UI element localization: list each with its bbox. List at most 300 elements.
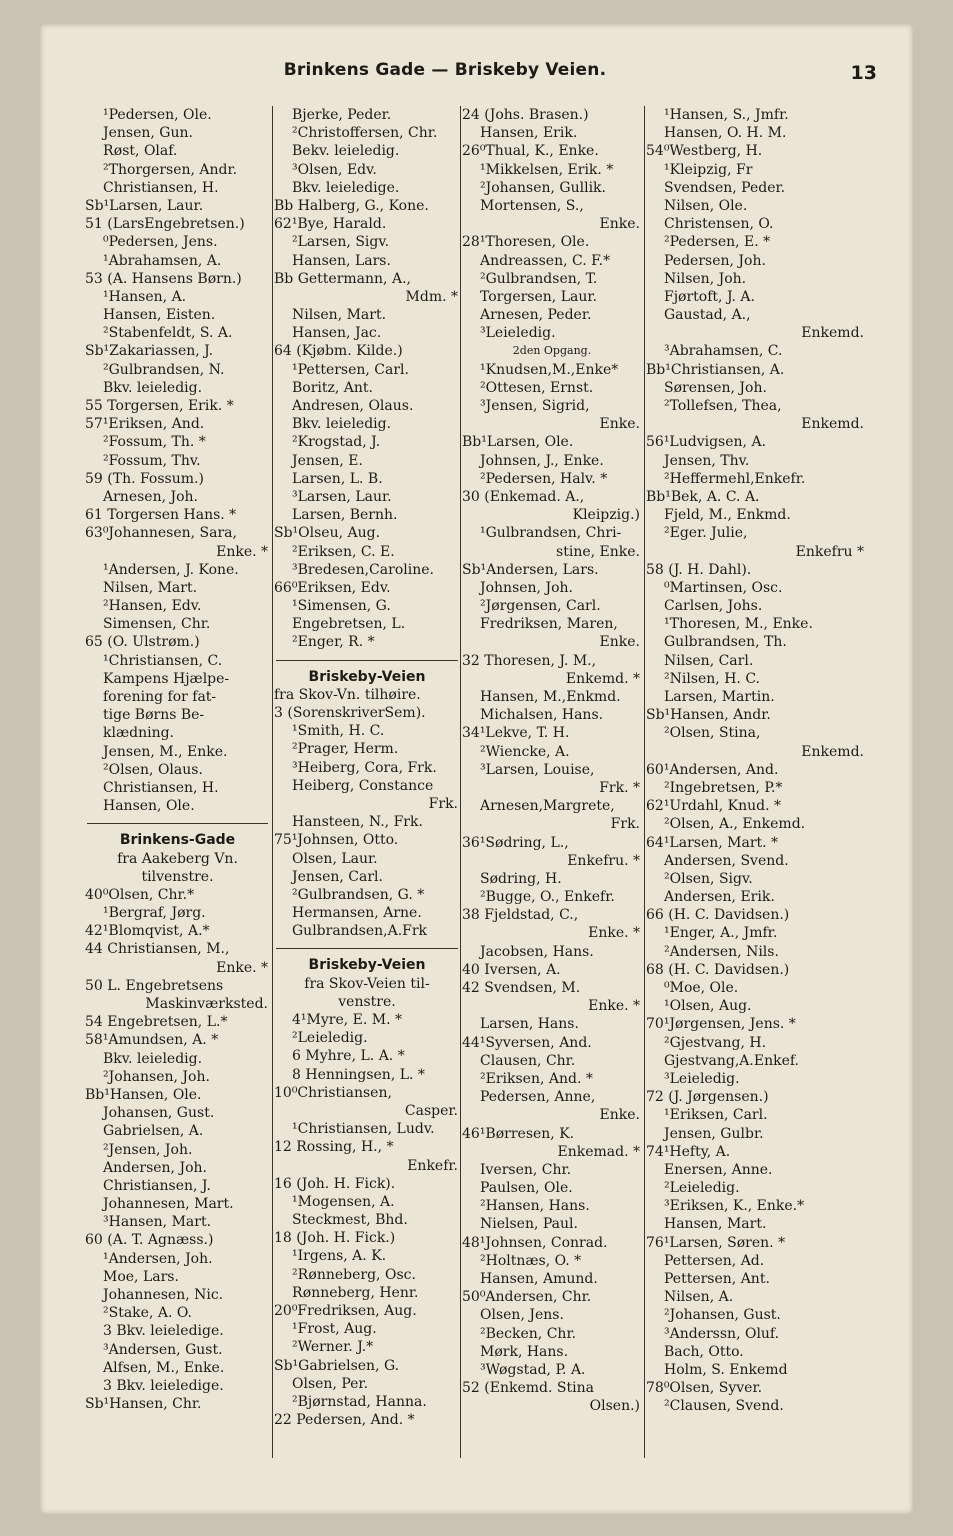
directory-entry: 24 (Johs. Brasen.) [462, 107, 589, 123]
directory-entry: ³Jensen, Sigrid, [480, 398, 590, 414]
directory-entry: Bekv. leieledig. [292, 143, 400, 160]
directory-entry: ²Fossum, Th. * [103, 434, 206, 451]
directory-entry: ²Becken, Chr. [480, 1325, 577, 1342]
directory-entry: Enkemd. [801, 743, 864, 760]
directory-entry: 48¹Johnsen, Conrad. [462, 1234, 608, 1251]
directory-entry: ¹Kleipzig, Fr [664, 161, 753, 178]
directory-entry: ²Wiencke, A. [480, 743, 570, 760]
directory-entry: 22 Pedersen, And. * [274, 1412, 415, 1429]
directory-entry: Enke. * [216, 543, 268, 560]
directory-entry: ²Eriksen, And. * [480, 1070, 593, 1087]
directory-entry: ¹Andersen, Joh. [103, 1250, 213, 1267]
directory-entry: 3 Bkv. leieledige. [103, 1377, 224, 1394]
directory-entry: 52 (Enkemd. Stina [462, 1380, 594, 1397]
directory-entry: 10⁰Christiansen, [274, 1084, 392, 1101]
directory-entry: ²Olsen, A., Enkemd. [664, 816, 806, 833]
directory-entry: 4¹Myre, E. M. * [292, 1012, 402, 1028]
directory-entry: Bjerke, Peder. [292, 107, 392, 123]
directory-entry: ¹Mogensen, A. [292, 1193, 395, 1210]
directory-entry: ¹Gulbrandsen, Chri- [480, 525, 622, 542]
directory-entry: Gaustad, A., [664, 307, 751, 324]
directory-entry: ¹Christiansen, Ludv. [292, 1121, 435, 1138]
directory-entry: Bb Gettermann, A., [274, 270, 411, 287]
directory-entry: Enkefru * [795, 543, 864, 560]
directory-entry: Jensen, M., Enke. [103, 743, 228, 760]
directory-entry: Maskinværksted. [145, 996, 268, 1012]
directory-entry: Nielsen, Paul. [480, 1216, 578, 1233]
directory-entry: Hansen, Lars. [292, 252, 391, 269]
column-rule [644, 106, 645, 1458]
directory-entry: 58¹Amundsen, A. * [85, 1032, 219, 1049]
directory-entry: Jensen, E. [292, 452, 363, 469]
directory-entry: Alfsen, M., Enke. [103, 1359, 225, 1376]
directory-entry: 30 (Enkemad. A., [462, 488, 585, 505]
directory-entry: ²Fossum, Thv. [103, 452, 201, 469]
directory-entry: Enkefru. * [567, 852, 640, 869]
directory-entry: Sb¹Hansen, Andr. [646, 707, 771, 724]
directory-entry: Larsen, L. B. [292, 470, 383, 487]
directory-entry: Hansteen, N., Frk. [292, 814, 423, 831]
directory-entry: 62¹Bye, Harald. [274, 216, 387, 233]
directory-entry: Bkv. leieledig. [103, 379, 203, 396]
directory-entry: Christiansen, J. [103, 1177, 211, 1194]
section-heading: Briskeby-Veien [308, 957, 426, 974]
directory-entry: ²Thorgersen, Andr. [103, 161, 238, 178]
directory-entry: 20⁰Fredriksen, Aug. [274, 1303, 417, 1319]
directory-entry: Nilsen, Ole. [664, 197, 748, 214]
section-divider [276, 948, 458, 949]
directory-entry: ⁰Martinsen, Osc. [664, 579, 783, 596]
directory-entry: ²Larsen, Sigv. [292, 234, 390, 251]
directory-entry: ¹Mikkelsen, Erik. * [480, 161, 614, 178]
directory-entry: Michalsen, Hans. [480, 707, 604, 724]
directory-entry: ²Stabenfeldt, S. A. [103, 325, 233, 342]
directory-entry: Johannesen, Mart. [103, 1196, 234, 1213]
directory-entry: Bkv. leieledig. [103, 1050, 203, 1067]
directory-entry: ³Larsen, Laur. [292, 488, 392, 505]
directory-entry: ²Tollefsen, Thea, [664, 398, 782, 414]
directory-entry: Nilsen, Mart. [292, 307, 387, 324]
directory-entry: Casper. [404, 1102, 458, 1119]
directory-entry: Røst, Olaf. [103, 143, 178, 160]
directory-entry: ²Rønneberg, Osc. [292, 1266, 416, 1283]
section-divider [87, 823, 268, 824]
directory-entry: ⁰Moe, Ole. [664, 980, 739, 996]
directory-entry: Olsen, Jens. [480, 1307, 564, 1324]
directory-entry: Carlsen, Johs. [664, 598, 763, 615]
directory-entry: ³Hansen, Mart. [103, 1214, 212, 1231]
directory-entry: Jensen, Gun. [103, 125, 193, 142]
directory-entry: Nilsen, Joh. [664, 270, 747, 287]
directory-entry: Kampens Hjælpe- [103, 670, 230, 687]
directory-entry: 74¹Hefty, A. [646, 1143, 731, 1160]
directory-entry: ²Krogstad, J. [292, 434, 381, 451]
directory-entry: 8 Henningsen, L. * [292, 1066, 425, 1083]
directory-entry: ¹Smith, H. C. [292, 723, 385, 740]
section-heading: Brinkens-Gade [119, 832, 236, 849]
directory-entry: Bb¹Hansen, Ole. [85, 1086, 202, 1103]
directory-entry: Pettersen, Ant. [664, 1271, 770, 1287]
directory-entry: ²Nilsen, H. C. [664, 670, 760, 687]
directory-entry: Enke. * [588, 925, 640, 942]
directory-entry: Enke. [599, 416, 640, 433]
directory-entry: 65 (O. Ulstrøm.) [85, 634, 200, 651]
directory-entry: Arnesen, Peder. [480, 307, 592, 324]
directory-entry: ²Johansen, Gullik. [480, 179, 606, 196]
directory-entry: ⁰Pedersen, Jens. [103, 234, 218, 251]
directory-entry: Fjeld, M., Enkmd. [664, 507, 791, 524]
directory-entry: Andresen, Olaus. [292, 398, 414, 414]
column-2 [274, 106, 460, 1501]
directory-entry: Frk. [610, 816, 640, 833]
directory-entry: ²Leieledig. [292, 1030, 368, 1047]
directory-entry: ³Eriksen, K., Enke.* [664, 1198, 805, 1215]
directory-entry: ¹Simensen, G. [292, 598, 391, 615]
directory-entry: fra Skov-Veien til- [304, 975, 430, 992]
column-1 [85, 106, 270, 1501]
directory-entry: 57¹Eriksen, And. [85, 416, 205, 433]
directory-entry: 54⁰Westberg, H. [646, 143, 763, 160]
directory-entry: 56¹Ludvigsen, A. [646, 434, 766, 451]
directory-entry: 40⁰Olsen, Chr.* [85, 886, 195, 903]
directory-entry: Hansen, Mart. [664, 1216, 767, 1233]
directory-entry: Larsen, Bernh. [292, 507, 398, 524]
directory-entry: Bb¹Bek, A. C. A. [646, 488, 760, 505]
directory-entry: ¹Frost, Aug. [292, 1321, 377, 1338]
directory-entry: Engebretsen, L. [292, 616, 406, 633]
directory-entry: 36¹Sødring, L., [462, 834, 569, 851]
directory-entry: Hansen, Jac. [292, 325, 382, 342]
directory-entry: Bb Halberg, G., Kone. [274, 197, 429, 214]
directory-entry: ¹Abrahamsen, A. [103, 252, 222, 269]
directory-entry: ²Eger. Julie, [664, 525, 748, 542]
directory-entry: Andreassen, C. F.* [480, 252, 611, 269]
directory-entry: Simensen, Chr. [103, 616, 211, 633]
directory-entry: ²Andersen, Nils. [664, 943, 779, 960]
directory-entry: ²Stake, A. O. [103, 1305, 192, 1322]
directory-entry: 50 L. Engebretsens [85, 977, 224, 994]
directory-entry: ¹Knudsen,M.,Enke* [480, 361, 619, 378]
directory-entry: Heiberg, Constance [292, 777, 434, 794]
directory-entry: Gulbrandsen,A.Frk [292, 923, 428, 940]
directory-entry: Fredriksen, Maren, [480, 616, 618, 633]
directory-entry: ²Ingebretsen, P.* [664, 779, 783, 796]
directory-entry: Torgersen, Laur. [480, 288, 597, 305]
directory-entry: Pedersen, Anne, [480, 1089, 596, 1106]
directory-entry: Hermansen, Arne. [292, 905, 422, 922]
directory-entry: 64 (Kjøbm. Kilde.) [274, 343, 403, 360]
directory-entry: ¹Pettersen, Carl. [292, 361, 409, 378]
directory-entry: Svendsen, Peder. [664, 179, 786, 196]
directory-entry: ²Gjestvang, H. [664, 1034, 767, 1051]
directory-entry: Olsen, Laur. [292, 850, 378, 867]
directory-entry: Enke. [599, 634, 640, 651]
directory-entry: Sb¹Olseu, Aug. [274, 525, 381, 542]
directory-entry: Bkv. leieledige. [292, 179, 400, 196]
directory-entry: Jensen, Carl. [292, 868, 383, 885]
directory-entry: ¹Andersen, J. Kone. [103, 561, 239, 578]
directory-entry: Arnesen,Margrete, [480, 798, 615, 815]
directory-entry: Bb¹Larsen, Ole. [462, 434, 574, 451]
directory-entry: ³Leieledig. [480, 325, 556, 342]
directory-entry: Enkemd. * [565, 670, 640, 687]
directory-entry: Iversen, Chr. [480, 1161, 572, 1178]
directory-entry: fra Skov-Vn. tilhøire. [274, 686, 421, 703]
directory-entry: 51 (LarsEngebretsen.) [85, 216, 245, 233]
directory-entry: fra Aakeberg Vn. [117, 850, 238, 867]
directory-entry: 44¹Syversen, And. [462, 1034, 592, 1051]
directory-entry: ²Johansen, Gust. [664, 1307, 781, 1324]
directory-entry: Kleipzig.) [572, 507, 640, 524]
section-divider [276, 660, 458, 661]
directory-entry: Sb¹Larsen, Laur. [85, 197, 204, 214]
column-rule [272, 106, 273, 1458]
directory-entry: ²Clausen, Svend. [664, 1398, 784, 1415]
directory-entry: 63⁰Johannesen, Sara, [85, 525, 237, 542]
directory-entry: Enke. * [588, 998, 640, 1015]
directory-entry: Frk. * [599, 779, 640, 796]
directory-entry: ²Jensen, Joh. [103, 1141, 193, 1158]
directory-entry: Sb¹Andersen, Lars. [462, 561, 599, 578]
directory-entry: 42 Svendsen, M. [462, 980, 581, 996]
directory-entry: ²Jørgensen, Carl. [480, 598, 601, 615]
directory-entry: 60¹Andersen, And. [646, 761, 779, 778]
directory-entry: ¹Enger, A., Jmfr. [664, 925, 778, 942]
directory-entry: Sb¹Zakariassen, J. [85, 343, 214, 360]
directory-entry: Bkv. leieledig. [292, 416, 392, 433]
directory-entry: ²Prager, Herm. [292, 741, 399, 758]
directory-entry: 68 (H. C. Davidsen.) [646, 961, 790, 978]
directory-entry: 53 (A. Hansens Børn.) [85, 270, 242, 287]
directory-entry: ²Gulbrandsen, T. [480, 270, 598, 287]
directory-entry: 54 Engebretsen, L.* [85, 1014, 228, 1031]
directory-entry: Andersen, Svend. [664, 852, 789, 869]
directory-entry: 70¹Jørgensen, Jens. * [646, 1016, 796, 1033]
directory-entry: ³Larsen, Louise, [480, 761, 595, 778]
directory-entry: Sørensen, Joh. [664, 379, 767, 396]
column-4 [646, 106, 866, 1501]
directory-entry: ²Werner. J.* [292, 1339, 374, 1356]
directory-entry: ¹Hansen, S., Jmfr. [664, 107, 789, 123]
directory-entry: Holm, S. Enkemd [664, 1361, 788, 1378]
directory-entry: Moe, Lars. [103, 1268, 179, 1285]
directory-entry: Nilsen, Carl. [664, 652, 754, 669]
directory-entry: Gjestvang,A.Enkef. [664, 1052, 800, 1069]
directory-entry: Johannesen, Nic. [103, 1287, 224, 1303]
directory-entry: Frk. [428, 795, 458, 812]
directory-entry: 6 Myhre, L. A. * [292, 1048, 405, 1065]
directory-entry: ¹Pedersen, Ole. [103, 107, 212, 123]
directory-entry: Christiansen, H. [103, 779, 219, 796]
directory-entry: 76¹Larsen, Søren. * [646, 1234, 786, 1251]
directory-entry: 75¹Johnsen, Otto. [274, 832, 399, 849]
directory-entry: Fjørtoft, J. A. [664, 288, 755, 305]
directory-entry: ¹Eriksen, Carl. [664, 1107, 768, 1124]
directory-entry: venstre. [338, 993, 396, 1010]
directory-entry: 2den Opgang. [512, 344, 592, 358]
directory-entry: Sb¹Gabrielsen, G. [274, 1357, 400, 1374]
directory-entry: 61 Torgersen Hans. * [85, 507, 237, 524]
directory-entry: ²Ottesen, Ernst. [480, 379, 594, 396]
directory-entry: Olsen, Per. [292, 1375, 369, 1392]
directory-entry: Bb¹Christiansen, A. [646, 361, 785, 378]
directory-entry: 64¹Larsen, Mart. * [646, 834, 779, 851]
directory-entry: ²Hansen, Hans. [480, 1198, 590, 1215]
directory-entry: 46¹Børresen, K. [462, 1125, 575, 1142]
directory-entry: Andersen, Erik. [664, 889, 775, 906]
directory-entry: Nilsen, A. [664, 1289, 734, 1306]
directory-entry: Hansen, Eisten. [103, 307, 216, 324]
column-rule [460, 106, 461, 1458]
directory-entry: Paulsen, Ole. [480, 1180, 573, 1197]
directory-entry: Enke. [599, 1107, 640, 1124]
directory-entry: ²Gulbrandsen, G. * [292, 886, 425, 903]
directory-entry: 42¹Blomqvist, A.* [85, 923, 210, 940]
directory-entry: ³Heiberg, Cora, Frk. [292, 759, 437, 776]
directory-entry: ²Hansen, Edv. [103, 598, 202, 615]
directory-entry: Boritz, Ant. [292, 379, 373, 396]
directory-entry: 3 Bkv. leieledige. [103, 1323, 224, 1340]
directory-entry: Johansen, Gust. [103, 1105, 215, 1122]
directory-entry: ³Olsen, Edv. [292, 161, 377, 178]
directory-entry: ¹Olsen, Aug. [664, 998, 752, 1015]
directory-entry: stine, Enke. [556, 543, 640, 560]
directory-entry: 16 (Joh. H. Fick). [274, 1175, 396, 1192]
directory-entry: Enke. [599, 216, 640, 233]
directory-entry: 72 (J. Jørgensen.) [646, 1089, 769, 1106]
directory-entry: ²Heffermehl,Enkefr. [664, 470, 806, 487]
directory-entry: ³Leieledig. [664, 1070, 740, 1087]
directory-entry: Pettersen, Ad. [664, 1252, 765, 1269]
directory-entry: Mørk, Hans. [480, 1343, 569, 1360]
directory-entry: ²Pedersen, Halv. * [480, 470, 608, 487]
directory-entry: ²Bugge, O., Enkefr. [480, 889, 615, 906]
directory-entry: Enkemad. * [557, 1143, 640, 1160]
directory-entry: 60 (A. T. Agnæss.) [85, 1232, 214, 1249]
directory-entry: Christiansen, H. [103, 179, 219, 196]
directory-entry: tige Børns Be- [103, 707, 205, 724]
directory-entry: ³Andersen, Gust. [103, 1341, 223, 1358]
directory-entry: ²Pedersen, E. * [664, 234, 771, 251]
column-3 [462, 106, 642, 1501]
page-number: 13 [850, 62, 877, 84]
directory-entry: ³Bredesen,Caroline. [292, 561, 434, 578]
directory-entry: Pedersen, Joh. [664, 252, 766, 269]
directory-entry: Mdm. * [405, 288, 458, 305]
directory-entry: Hansen, M.,Enkmd. [480, 689, 621, 705]
directory-entry: Sb¹Hansen, Chr. [85, 1396, 202, 1413]
directory-entry: 66 (H. C. Davidsen.) [646, 907, 790, 924]
directory-entry: Hansen, Erik. [480, 125, 578, 142]
directory-entry: ²Olsen, Stina, [664, 725, 761, 742]
directory-entry: Gulbrandsen, Th. [664, 634, 787, 651]
directory-entry: 26⁰Thual, K., Enke. [462, 143, 599, 160]
directory-entry: forening for fat- [103, 689, 217, 705]
directory-entry: Enke. * [216, 959, 268, 976]
directory-entry: 50⁰Andersen, Chr. [462, 1289, 592, 1306]
directory-entry: ¹Christiansen, C. [103, 652, 223, 669]
directory-entry: Enersen, Anne. [664, 1161, 773, 1178]
directory-entry: 78⁰Olsen, Syver. [646, 1380, 763, 1397]
directory-entry: Olsen.) [589, 1398, 640, 1415]
directory-entry: 28¹Thoresen, Ole. [462, 234, 590, 251]
directory-entry: ²Enger, R. * [292, 634, 375, 651]
directory-entry: Johnsen, J., Enke. [480, 452, 604, 469]
directory-page [40, 24, 913, 1514]
directory-entry: 12 Rossing, H., * [274, 1139, 394, 1156]
directory-entry: Gabrielsen, A. [103, 1123, 204, 1140]
directory-entry: ¹Irgens, A. K. [292, 1248, 387, 1265]
directory-entry: 62¹Urdahl, Knud. * [646, 798, 781, 815]
directory-entry: Steckmest, Bhd. [292, 1212, 408, 1229]
directory-entry: 44 Christiansen, M., [85, 941, 230, 958]
page-header [40, 60, 913, 88]
directory-entry: Larsen, Martin. [664, 689, 775, 705]
directory-entry: Arnesen, Joh. [103, 488, 198, 505]
directory-entry: Larsen, Hans. [480, 1016, 579, 1033]
directory-entry: Mortensen, S., [480, 197, 584, 214]
directory-entry: Bach, Otto. [664, 1343, 744, 1360]
directory-entry: Enkemd. [801, 416, 864, 433]
directory-entry: Enkefr. [407, 1157, 458, 1174]
directory-entry: ³Wøgstad, P. A. [480, 1361, 586, 1378]
directory-entry: 34¹Lekve, T. H. [462, 725, 570, 742]
directory-entry: klædning. [103, 725, 175, 742]
directory-entry: Rønneberg, Henr. [292, 1284, 419, 1301]
page-title: Brinkens Gade — Briskeby Veien. [283, 60, 607, 80]
directory-entry: Clausen, Chr. [480, 1052, 576, 1069]
directory-entry: tilvenstre. [141, 868, 214, 885]
directory-entry: 58 (J. H. Dahl). [646, 561, 752, 578]
directory-entry: ²Eriksen, C. E. [292, 543, 395, 560]
directory-entry: ¹Bergraf, Jørg. [103, 905, 206, 922]
directory-entry: Nilsen, Mart. [103, 579, 198, 596]
directory-entry: ²Bjørnstad, Hanna. [292, 1393, 427, 1410]
directory-entry: ²Olsen, Olaus. [103, 761, 203, 778]
directory-entry: Enkemd. [801, 325, 864, 342]
directory-entry: ¹Hansen, A. [103, 288, 187, 305]
directory-entry: Hansen, Ole. [103, 798, 195, 815]
section-heading: Briskeby-Veien [308, 668, 426, 685]
directory-entry: 3 (SorenskriverSem). [274, 705, 426, 721]
directory-entry: Jensen, Gulbr. [664, 1125, 764, 1142]
directory-entry: 59 (Th. Fossum.) [85, 470, 204, 487]
directory-entry: Andersen, Joh. [103, 1159, 207, 1176]
directory-entry: Johnsen, Joh. [480, 579, 573, 596]
directory-entry: 55 Torgersen, Erik. * [85, 398, 234, 414]
directory-entry: Jacobsen, Hans. [480, 943, 594, 960]
directory-entry: 18 (Joh. H. Fick.) [274, 1230, 396, 1247]
directory-entry: 66⁰Eriksen, Edv. [274, 579, 391, 596]
directory-entry: ²Johansen, Joh. [103, 1068, 210, 1085]
directory-entry: Jensen, Thv. [664, 452, 750, 469]
directory-entry: 40 Iversen, A. [462, 961, 561, 978]
directory-entry: Christensen, O. [664, 216, 774, 233]
directory-entry: ²Holtnæs, O. * [480, 1252, 582, 1269]
directory-entry: ²Gulbrandsen, N. [103, 361, 225, 378]
directory-entry: Hansen, Amund. [480, 1271, 598, 1287]
directory-entry: ³Anderssn, Oluf. [664, 1325, 780, 1342]
directory-entry: ²Leieledig. [664, 1180, 740, 1197]
directory-entry: 38 Fjeldstad, C., [462, 907, 579, 924]
directory-entry: ³Abrahamsen, C. [664, 343, 783, 360]
directory-entry: 32 Thoresen, J. M., [462, 652, 597, 669]
directory-entry: ¹Thoresen, M., Enke. [664, 616, 813, 633]
directory-entry: ²Olsen, Sigv. [664, 870, 753, 887]
directory-entry: Hansen, O. H. M. [664, 125, 787, 142]
directory-entry: ²Christoffersen, Chr. [292, 125, 438, 142]
directory-entry: Sødring, H. [480, 870, 562, 887]
